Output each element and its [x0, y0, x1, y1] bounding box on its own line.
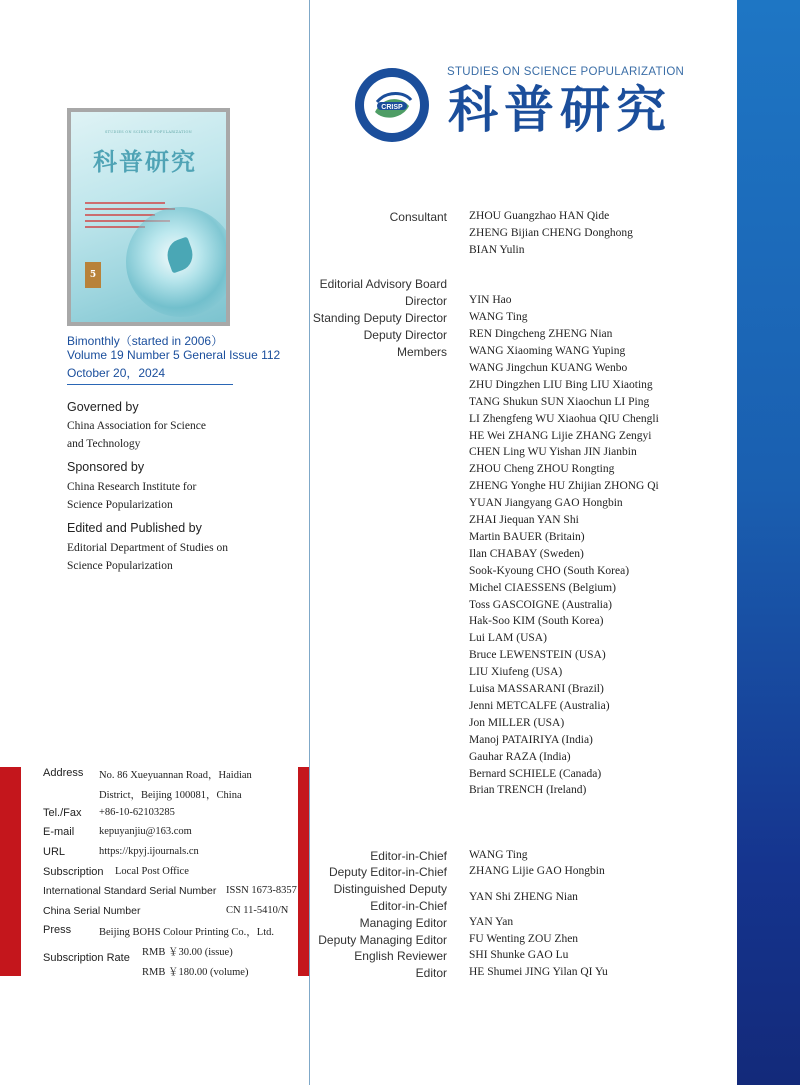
role-director: Director: [404, 294, 447, 308]
role-consultant: Consultant: [389, 210, 447, 224]
standing-deputy-name: WANG Ting: [469, 311, 528, 323]
right-blue-band: [737, 0, 800, 1085]
deputy-managing-editor-names: FU Wenting ZOU Zhen: [469, 933, 579, 945]
subscription-value: Local Post Office: [115, 866, 189, 877]
role-advisory-board: Editorial Advisory Board: [319, 277, 447, 291]
member-name-row: Jon MILLER (USA): [469, 716, 565, 729]
issn-value: ISSN 1673-8357: [226, 885, 297, 896]
address-label: Address: [43, 767, 84, 779]
governed-line: and Technology: [67, 438, 141, 450]
consultant-names: ZHENG Bijian CHENG Donghong: [469, 227, 633, 239]
rate-label: Subscription Rate: [43, 952, 130, 964]
member-name-row: ZHAI Jiequan YAN Shi: [469, 514, 579, 526]
cover-headline-line: [85, 202, 165, 204]
role-managing-editor: Managing Editor: [359, 916, 447, 930]
member-name-row: Martin BAUER (Britain): [469, 530, 585, 543]
cover-headline-line: [85, 214, 155, 216]
issue-frequency: Bimonthly（started in 2006）: [67, 334, 224, 348]
url-label: URL: [43, 846, 66, 858]
member-name-row: Lui LAM (USA): [469, 632, 547, 645]
cover-thumbnail: [67, 108, 230, 326]
tel-label: Tel./Fax: [43, 807, 82, 819]
managing-editor-name: YAN Yan: [469, 916, 514, 928]
member-name-row: LIU Xiufeng (USA): [469, 666, 563, 679]
left-red-band: [0, 767, 21, 976]
role-deputy-director: Deputy Director: [363, 328, 447, 342]
member-name-row: Ilan CHABAY (Sweden): [469, 547, 584, 560]
middle-red-band: [298, 767, 309, 976]
member-name-row: WANG Jingchun KUANG Wenbo: [469, 361, 628, 374]
journal-title-en: STUDIES ON SCIENCE POPULARIZATION: [447, 66, 685, 78]
sponsored-line: Science Popularization: [67, 499, 173, 511]
consultant-names: BIAN Yulin: [469, 244, 525, 256]
issue-divider: [67, 384, 233, 385]
logo-text: CRISP: [381, 104, 403, 111]
tel-value: +86-10-62103285: [99, 807, 175, 818]
role-english-reviewer: English Reviewer: [354, 949, 447, 963]
issn-label: International Standard Serial Number: [43, 885, 217, 897]
member-name-row: WANG Xiaoming WANG Yuping: [469, 345, 626, 357]
press-label: Press: [43, 924, 72, 936]
edited-line: Science Popularization: [67, 560, 173, 572]
governed-label: Governed by: [67, 400, 139, 414]
subscription-label: Subscription: [43, 866, 104, 878]
issue-volume: Volume 19 Number 5 General Issue 112: [67, 348, 281, 362]
role-editor-in-chief: Editor-in-Chief: [370, 849, 447, 863]
member-name-row: LI Zhengfeng WU Xiaohua QIU Chengli: [469, 412, 659, 425]
edited-line: Editorial Department of Studies on: [67, 542, 228, 554]
member-name-row: Manoj PATAIRIYA (India): [469, 733, 593, 746]
email-label: E-mail: [43, 826, 75, 838]
member-name-row: Bernard SCHIELE (Canada): [469, 767, 602, 780]
editor-names: HE Shumei JING Yilan QI Yu: [469, 966, 608, 978]
governed-line: China Association for Science: [67, 420, 206, 432]
role-distinguished-deputy-2: Editor-in-Chief: [370, 899, 447, 913]
member-name-row: Brian TRENCH (Ireland): [469, 784, 587, 797]
role-deputy-editor-in-chief: Deputy Editor-in-Chief: [328, 865, 447, 879]
sponsored-line: China Research Institute for: [67, 481, 197, 493]
member-name-row: HE Wei ZHANG Lijie ZHANG Zengyi: [469, 429, 652, 442]
editor-in-chief-name: WANG Ting: [469, 849, 528, 861]
deputy-editor-in-chief-names: ZHANG Lijie GAO Hongbin: [469, 865, 605, 877]
cn-value: CN 11-5410/N: [226, 905, 289, 916]
sponsored-label: Sponsored by: [67, 460, 145, 474]
deputy-director-names: REN Dingcheng ZHENG Nian: [469, 328, 613, 340]
issue-date: October 20，2024: [67, 366, 166, 380]
member-name-row: ZHU Dingzhen LIU Bing LIU Xiaoting: [469, 378, 653, 391]
english-reviewer-names: SHI Shunke GAO Lu: [469, 949, 569, 961]
member-name-row: Michel CIAESSENS (Belgium): [469, 581, 616, 594]
url-link[interactable]: https://kpyj.ijournals.cn: [99, 846, 199, 857]
cover-headline-line: [85, 226, 145, 228]
member-name-row: ZHOU Cheng ZHOU Rongting: [469, 463, 615, 476]
member-name-row: Bruce LEWENSTEIN (USA): [469, 649, 606, 662]
distinguished-deputy-names: YAN Shi ZHENG Nian: [469, 891, 578, 903]
member-name-row: Luisa MASSARANI (Brazil): [469, 683, 604, 695]
role-standing-deputy: Standing Deputy Director: [312, 311, 447, 325]
role-members: Members: [396, 345, 447, 359]
rate-volume: RMB ￥180.00 (volume): [142, 967, 249, 978]
cover-issue-badge: 5: [85, 262, 101, 288]
center-divider-line: [309, 0, 310, 1085]
crisp-logo-icon: [353, 66, 431, 144]
cover-artwork: [71, 112, 226, 322]
email-link[interactable]: kepuyanjiu@163.com: [99, 826, 192, 837]
consultant-names: ZHOU Guangzhao HAN Qide: [469, 210, 610, 222]
cover-title-zh: 科普研究: [93, 147, 197, 176]
member-name-row: YUAN Jiangyang GAO Hongbin: [469, 497, 623, 510]
role-editor: Editor: [415, 966, 447, 980]
cn-label: China Serial Number: [43, 905, 141, 917]
director-name: YIN Hao: [469, 294, 512, 306]
edited-label: Edited and Published by: [67, 521, 202, 535]
role-deputy-managing-editor: Deputy Managing Editor: [318, 933, 447, 947]
rate-issue: RMB ￥30.00 (issue): [142, 947, 233, 958]
member-name-row: Toss GASCOIGNE (Australia): [469, 598, 612, 611]
role-distinguished-deputy: Distinguished Deputy: [333, 882, 447, 896]
address-line: No. 86 Xueyuannan Road，Haidian: [99, 770, 252, 781]
journal-title-zh: 科普研究: [448, 80, 672, 139]
member-name-row: Hak-Soo KIM (South Korea): [469, 615, 604, 628]
member-name-row: Gauhar RAZA (India): [469, 750, 571, 763]
member-name-row: Sook-Kyoung CHO (South Korea): [469, 564, 630, 577]
press-value: Beijing BOHS Colour Printing Co.，Ltd.: [99, 927, 275, 938]
member-name-row: CHEN Ling WU Yishan JIN Jianbin: [469, 446, 637, 459]
cover-title-en: STUDIES ON SCIENCE POPULARIZATION: [104, 130, 193, 134]
member-name-row: ZHENG Yonghe HU Zhijian ZHONG Qi: [469, 480, 659, 493]
member-name-row: Jenni METCALFE (Australia): [469, 699, 610, 712]
address-line: District，Beijing 100081，China: [99, 790, 242, 801]
member-name-row: TANG Shukun SUN Xiaochun LI Ping: [469, 395, 650, 408]
